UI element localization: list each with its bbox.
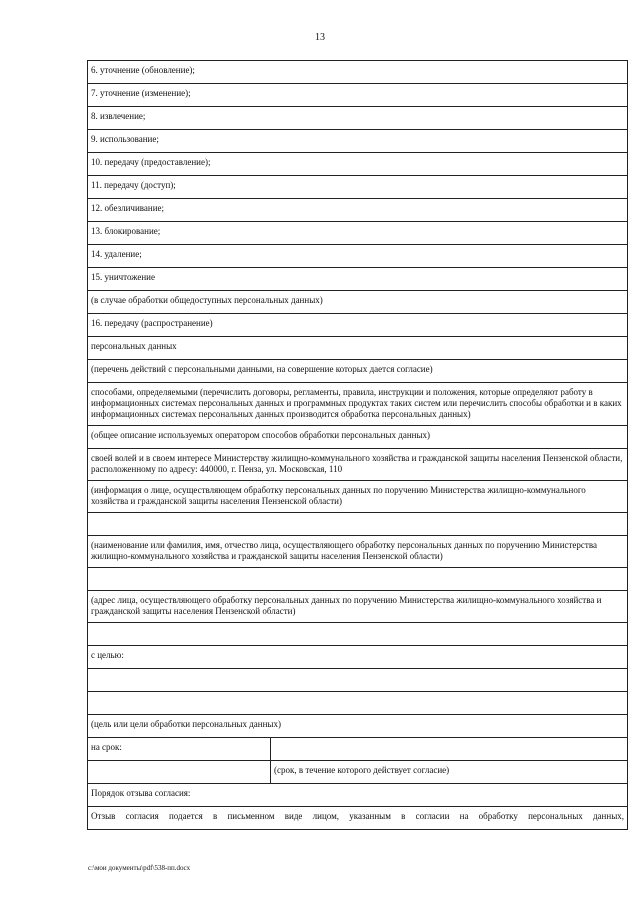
- form-text-cell: 9. использование;: [88, 130, 628, 153]
- table-row: [88, 107, 628, 130]
- form-text-cell: персональных данных: [88, 337, 628, 360]
- table-row: [88, 692, 628, 715]
- table-row: [88, 176, 628, 199]
- form-text-cell: 15. уничтожение: [88, 268, 628, 291]
- form-caption-cell: (информация о лице, осуществляющем обработку персональных данных по поручению Министерства жилищно-коммунального хозяйства и гражданской защиты населения Пензенской области): [88, 481, 628, 513]
- table-row: [88, 199, 628, 222]
- form-text-cell: 8. извлечение;: [88, 107, 628, 130]
- form-text-cell: 16. передачу (распространение): [88, 314, 628, 337]
- table-row: [88, 784, 628, 807]
- empty-fill-cell: [88, 761, 271, 784]
- form-caption-cell: (наименование или фамилия, имя, отчество лица, осуществляющего обработку персональных данных по поручению Министерства жилищно-коммунального хозяйства и гражданской защиты населения Пензенской области): [88, 536, 628, 568]
- table-row: [88, 449, 628, 481]
- table-row: [88, 715, 628, 738]
- form-text-cell: 11. передачу (доступ);: [88, 176, 628, 199]
- table-row: [88, 591, 628, 623]
- form-text-cell: с целью:: [88, 646, 628, 669]
- form-caption-cell: (в случае обработки общедоступных персональных данных): [88, 291, 628, 314]
- table-row: [88, 426, 628, 449]
- form-caption-cell: (адрес лица, осуществляющего обработку персональных данных по поручению Министерства жилищно-коммунального хозяйства и гражданской защиты населения Пензенской области): [88, 591, 628, 623]
- table-row: [88, 623, 628, 646]
- form-caption-cell: (цель или цели обработки персональных данных): [88, 715, 628, 738]
- footer-file-path: c:\мои документы\pdf\538-пп.docx: [88, 864, 191, 872]
- table-row: [88, 481, 628, 513]
- form-text-cell: 14. удаление;: [88, 245, 628, 268]
- form-text-cell: своей волей и в своем интересе Министерству жилищно-коммунального хозяйства и гражданской защиты населения Пензенской области, расположенному по адресу: 440000, г. Пенза, ул. Московская, 110: [88, 449, 628, 481]
- table-row: [88, 268, 628, 291]
- table-row: [88, 807, 628, 830]
- form-text-cell: Отзыв согласия подается в письменном виде лицом, указанным в согласии на обработку персональных данных,: [88, 807, 628, 830]
- table-row: [88, 291, 628, 314]
- empty-fill-cell: [88, 692, 628, 715]
- form-text-cell: Порядок отзыва согласия:: [88, 784, 628, 807]
- form-text-cell: на срок:: [88, 738, 271, 761]
- empty-fill-cell: [88, 669, 628, 692]
- table-row: [88, 245, 628, 268]
- form-text-cell: 13. блокирование;: [88, 222, 628, 245]
- empty-fill-cell: [88, 568, 628, 591]
- form-caption-cell: (перечень действий с персональными данными, на совершение которых дается согласие): [88, 360, 628, 383]
- table-row: [88, 61, 628, 84]
- table-row: [88, 761, 628, 784]
- table-row: [88, 337, 628, 360]
- form-caption-cell: (общее описание используемых оператором способов обработки персональных данных): [88, 426, 628, 449]
- table-row: [88, 130, 628, 153]
- consent-form-table: [87, 60, 628, 830]
- empty-fill-cell: [88, 513, 628, 536]
- form-text-cell: 10. передачу (предоставление);: [88, 153, 628, 176]
- table-row: [88, 222, 628, 245]
- table-row: [88, 568, 628, 591]
- form-text-cell: способами, определяемыми (перечислить договоры, регламенты, правила, инструкции и положения, которые определяют работу в информационных системах персональных данных и программных продуктах таких систем или перечислить способы обработки и в каких информационных системах персональных данных производится обработка персональных данных): [88, 383, 628, 426]
- form-text-cell: 12. обезличивание;: [88, 199, 628, 222]
- table-row: [88, 383, 628, 426]
- table-row: [88, 669, 628, 692]
- form-caption-cell: (срок, в течение которого действует согласие): [271, 761, 628, 784]
- table-row: [88, 513, 628, 536]
- table-row: [88, 314, 628, 337]
- table-row: [88, 536, 628, 568]
- form-text-cell: 7. уточнение (изменение);: [88, 84, 628, 107]
- table-row: [88, 360, 628, 383]
- form-text-cell: 6. уточнение (обновление);: [88, 61, 628, 84]
- table-row: [88, 153, 628, 176]
- empty-fill-cell: [271, 738, 628, 761]
- table-row: [88, 646, 628, 669]
- page-number: 13: [315, 32, 325, 43]
- empty-fill-cell: [88, 623, 628, 646]
- table-row: [88, 738, 628, 761]
- table-row: [88, 84, 628, 107]
